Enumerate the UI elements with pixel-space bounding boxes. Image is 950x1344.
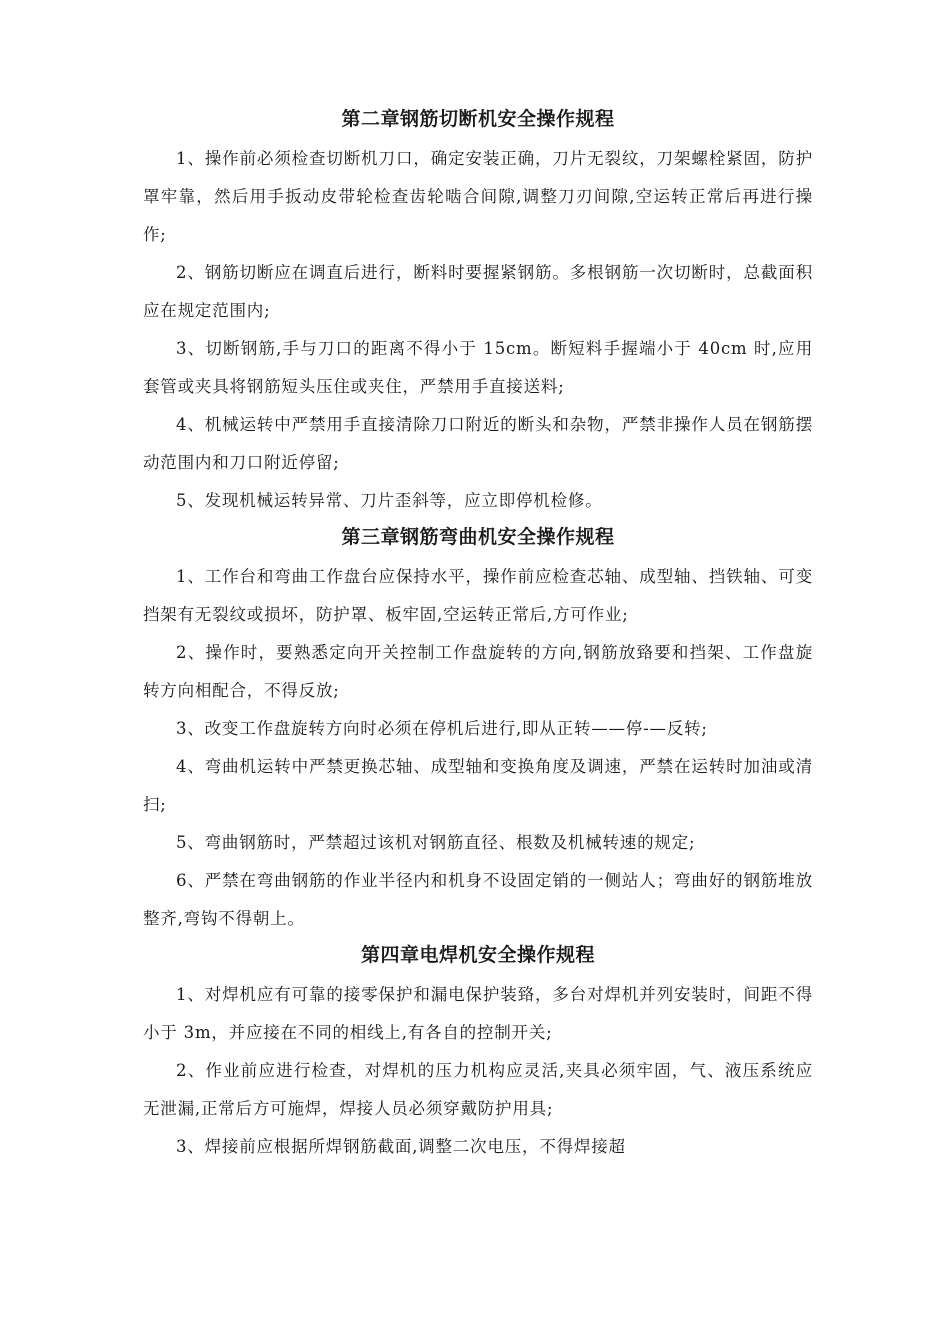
paragraph: 2、钢筋切断应在调直后进行，断料时要握紧钢筋。多根钢筋一次切断时，总截面积应在规定范围内; — [143, 263, 813, 320]
paragraph: 2、操作时，要熟悉定向开关控制工作盘旋转的方向,钢筋放臵要和挡架、工作盘旋转方向相配合，不得反放; — [143, 643, 813, 700]
paragraph: 2、作业前应进行检查，对焊机的压力机构应灵活,夹具必须牢固，气、液压系统应无泄漏,正常后方可施焊，焊接人员必须穿戴防护用具; — [143, 1061, 813, 1118]
paragraph: 4、机械运转中严禁用手直接清除刀口附近的断头和杂物，严禁非操作人员在钢筋摆动范围内和刀口附近停留; — [143, 415, 813, 472]
paragraph: 5、发现机械运转异常、刀片歪斜等，应立即停机检修。 — [176, 491, 603, 510]
paragraph: 1、操作前必须检查切断机刀口，确定安装正确，刀片无裂纹，刀架螺栓紧固，防护罩牢靠，然后用手扳动皮带轮检查齿轮啮合间隙,调整刀刃间隙,空运转正常后再进行操作; — [143, 149, 813, 244]
chapter-3 — [143, 522, 813, 938]
chapter-title: 第三章钢筋弯曲机安全操作规程 — [341, 526, 615, 548]
chapter-title: 第四章电焊机安全操作规程 — [360, 944, 595, 966]
paragraph: 5、弯曲钢筋时，严禁超过该机对钢筋直径、根数及机械转速的规定; — [176, 833, 696, 852]
paragraph: 6、严禁在弯曲钢筋的作业半径内和机身不设固定销的一侧站人；弯曲好的钢筋堆放整齐,弯钩不得朝上。 — [143, 871, 813, 928]
paragraph: 3、切断钢筋,手与刀口的距离不得小于 15cm。断短料手握端小于 40cm 时,应用套管或夹具将钢筋短头压住或夹住，严禁用手直接送料; — [143, 339, 813, 396]
chapter-4 — [143, 940, 813, 1166]
paragraph: 3、焊接前应根据所焊钢筋截面,调整二次电压，不得焊接超 — [176, 1137, 626, 1156]
paragraph: 1、工作台和弯曲工作盘台应保持水平，操作前应检查芯轴、成型轴、挡铁轴、可变挡架有无裂纹或损坏，防护罩、板牢固,空运转正常后,方可作业; — [143, 567, 813, 624]
paragraph: 1、对焊机应有可靠的接零保护和漏电保护装臵，多台对焊机并列安装时，间距不得小于 3m，并应接在不同的相线上,有各自的控制开关; — [143, 985, 813, 1042]
paragraph: 3、改变工作盘旋转方向时必须在停机后进行,即从正转——停-—反转; — [176, 719, 708, 738]
paragraph: 4、弯曲机运转中严禁更换芯轴、成型轴和变换角度及调速，严禁在运转时加油或清扫; — [143, 757, 813, 814]
document-page — [143, 100, 813, 1166]
chapter-2 — [143, 104, 813, 520]
chapter-title: 第二章钢筋切断机安全操作规程 — [341, 108, 615, 130]
